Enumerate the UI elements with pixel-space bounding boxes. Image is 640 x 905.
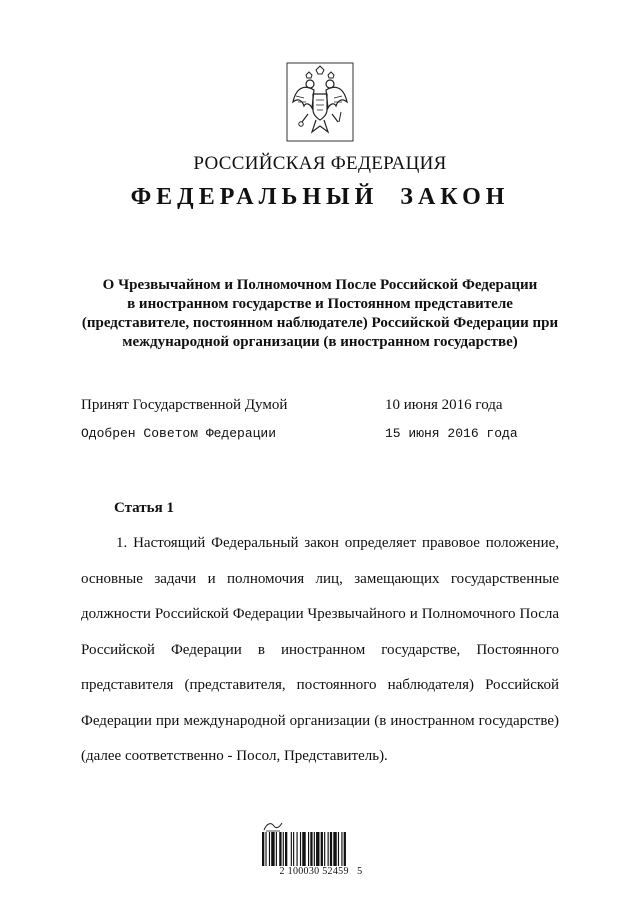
article-body [81, 532, 559, 781]
article-line: должности Российской Федерации Чрезвычайного и Полномочного Посла [81, 606, 559, 622]
law-title-line: в иностранном государстве и Постоянном представителе [127, 296, 513, 312]
country-name: РОССИЙСКАЯ ФЕДЕРАЦИЯ [193, 153, 447, 174]
barcode [256, 820, 386, 880]
article-line: основные задачи и полномочия лиц, замещающих государственные [81, 570, 559, 587]
coat-of-arms-icon [286, 62, 354, 142]
barcode-number: 2 100030 52459 5 [279, 866, 363, 877]
barcode-icon [262, 832, 378, 866]
article-heading: Статья 1 [114, 500, 174, 516]
article-line: Федерации при международной организации (в иностранном государстве) [81, 712, 559, 729]
law-title-line: (представителе, постоянном наблюдателе) Российской Федерации при [81, 315, 559, 331]
duma-adoption-date: 10 июня 2016 года [385, 397, 503, 413]
document-type-heading: ФЕДЕРАЛЬНЫЙ ЗАКОН [130, 184, 510, 210]
duma-adoption-label: Принят Государственной Думой [81, 397, 288, 413]
law-title [60, 276, 580, 352]
registration-mark-icon [262, 820, 284, 832]
law-title-line: О Чрезвычайном и Полномочном После Российской Федерации [102, 277, 538, 293]
law-title-line: международной организации (в иностранном государстве) [122, 334, 518, 350]
article-line: (далее соответственно - Посол, Представитель). [81, 748, 388, 764]
council-approval-label: Одобрен Советом Федерации [81, 426, 277, 441]
council-approval-date: 15 июня 2016 года [385, 426, 518, 441]
article-line: 1. Настоящий Федеральный закон определяет правовое положение, [116, 535, 559, 551]
article-line: Российской Федерации в иностранном государстве, Постоянного [81, 641, 559, 658]
article-line: представителя (представителя, постоянного наблюдателя) Российской [81, 677, 559, 693]
